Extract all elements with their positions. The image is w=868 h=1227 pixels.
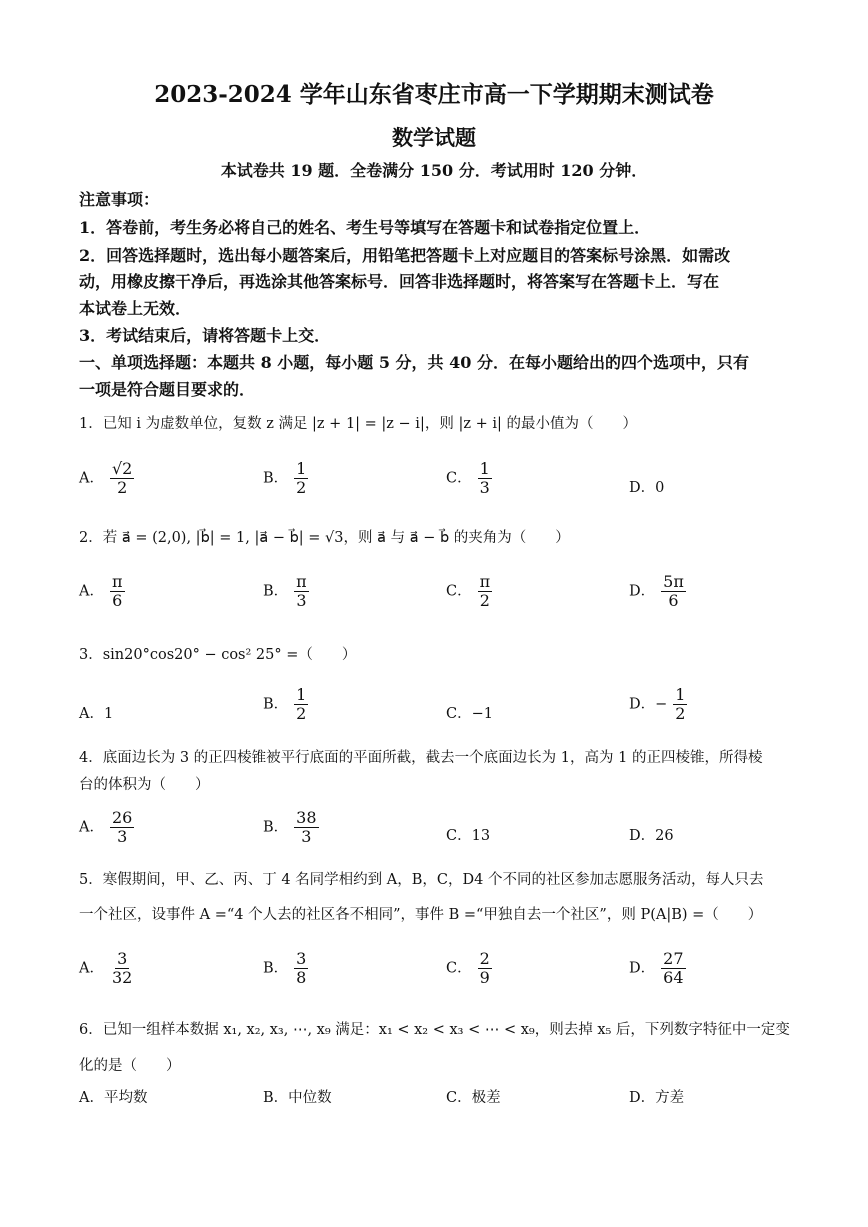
fraction-numerator: 27 (663, 949, 684, 968)
option-fraction (110, 950, 134, 987)
note-item-2-line-1: 2．回答选择题时，选出每小题答案后，用铅笔把答题卡上对应题目的答案标号涂黑．如需改 (79, 246, 731, 265)
option-fraction (294, 809, 318, 846)
exam-subtitle: 数学试题 (392, 125, 476, 150)
fraction-denominator: 2 (296, 478, 307, 497)
option-label: C． (446, 470, 472, 487)
fraction-numerator: π (479, 572, 491, 591)
option-label: A． (79, 960, 104, 977)
fraction-denominator: 6 (112, 591, 123, 610)
fraction-denominator: 64 (663, 968, 684, 987)
question-5-stem-line-2: 一个社区，设事件 A =“4 个人去的社区各不相同”，事件 B =“甲独自去一个社区”，则 P(A|B) =（ ） (79, 907, 763, 923)
question-4-stem-line-2: 台的体积为（ ） (79, 777, 210, 793)
fraction-denominator: 2 (117, 478, 128, 497)
fraction-denominator: 3 (479, 478, 490, 497)
option-fraction (661, 573, 686, 610)
fraction-numerator: 2 (479, 949, 490, 968)
option-fraction (478, 460, 492, 497)
option-label: D． (629, 960, 656, 977)
question-6-option-b: B．中位数 (263, 1090, 332, 1106)
fraction-denominator: 6 (668, 591, 679, 610)
question-6-option-c: C．极差 (446, 1090, 501, 1106)
option-label: D． (629, 583, 656, 600)
fraction-numerator: 1 (479, 459, 490, 478)
option-label: B． (263, 696, 289, 713)
option-fraction (478, 950, 492, 987)
question-5-option-c (446, 950, 492, 987)
question-6-stem-line-1: 6．已知一组样本数据 x₁, x₂, x₃, ⋯, x₉ 满足：x₁ < x₂ < x₃ < ⋯ < x₉，则去掉 x₅ 后，下列数字特征中一定变 (79, 1022, 790, 1038)
option-label: B． (263, 470, 289, 487)
fraction-numerator: 5π (663, 572, 684, 591)
question-5-stem-line-1: 5．寒假期间，甲、乙、丙、丁 4 名同学相约到 A，B，C，D4 个不同的社区参加志愿服务活动，每人只去 (79, 872, 764, 888)
fraction-denominator: 8 (296, 968, 307, 987)
question-1-option-d: D．0 (629, 480, 665, 496)
question-1-option-a (79, 460, 134, 497)
fraction-numerator: 1 (296, 685, 307, 704)
note-item-2-line-2: 动，用橡皮擦干净后，再选涂其他答案标号．回答非选择题时，将答案写在答题卡上．写在 (79, 272, 720, 291)
question-1-option-c (446, 460, 492, 497)
question-5-option-b (263, 950, 308, 987)
question-4-option-c: C．13 (446, 828, 491, 844)
fraction-denominator: 3 (117, 827, 128, 846)
question-4-option-b (263, 809, 319, 846)
fraction-denominator: 2 (479, 591, 490, 610)
option-label: C． (446, 583, 472, 600)
fraction-denominator: 2 (296, 704, 307, 723)
question-5-option-a (79, 950, 134, 987)
question-3-stem: 3．sin20°cos20° − cos² 25° =（ ） (79, 647, 357, 663)
notes-heading: 注意事项： (79, 190, 160, 209)
option-fraction (110, 573, 125, 610)
option-label: D．− (629, 696, 668, 713)
fraction-numerator: 1 (675, 685, 686, 704)
question-6-option-a: A．平均数 (79, 1090, 148, 1106)
fraction-numerator: 3 (117, 949, 128, 968)
option-label: B． (263, 819, 289, 836)
note-item-1: 1．答卷前，考生务必将自己的姓名、考生号等填写在答题卡和试卷指定位置上． (79, 218, 651, 237)
question-1-stem: 1．已知 i 为虚数单位，复数 z 满足 |z + 1| = |z − i|，则 |z + i| 的最小值为（ ） (79, 416, 637, 432)
fraction-numerator: π (111, 572, 123, 591)
fraction-denominator: 2 (675, 704, 686, 723)
question-3-option-a: A．1 (79, 706, 114, 722)
option-label: A． (79, 819, 104, 836)
question-1-option-b (263, 460, 308, 497)
fraction-numerator: √2 (111, 459, 133, 478)
fraction-denominator: 32 (111, 968, 133, 987)
question-2-option-b (263, 573, 309, 610)
option-label: A． (79, 470, 104, 487)
option-fraction (110, 460, 134, 497)
question-4-stem-line-1: 4．底面边长为 3 的正四棱锥被平行底面的平面所截，截去一个底面边长为 1，高为 1 的正四棱锥，所得棱 (79, 750, 763, 766)
fraction-numerator: 3 (296, 949, 307, 968)
section-1-heading-line-2: 一项是符合题目要求的． (79, 380, 256, 399)
question-2-option-c (446, 573, 492, 610)
option-fraction (294, 573, 309, 610)
fraction-denominator: 9 (479, 968, 490, 987)
option-label: A． (79, 583, 104, 600)
option-label: C． (446, 960, 472, 977)
question-2-option-a (79, 573, 125, 610)
option-fraction (110, 809, 134, 846)
exam-intro: 本试卷共 19 题．全卷满分 150 分．考试用时 120 分钟． (220, 161, 648, 180)
question-4-option-d: D．26 (629, 828, 674, 844)
exam-title: 2023-2024 学年山东省枣庄市高一下学期期末测试卷 (154, 81, 714, 108)
question-6-stem-line-2: 化的是（ ） (79, 1058, 181, 1074)
option-fraction (478, 573, 493, 610)
option-fraction (294, 686, 308, 723)
option-fraction (673, 686, 687, 723)
option-fraction (661, 950, 685, 987)
note-item-2-line-3: 本试卷上无效． (79, 299, 192, 318)
option-fraction (294, 460, 308, 497)
fraction-numerator: 26 (111, 808, 133, 827)
note-item-3: 3．考试结束后，请将答题卡上交． (79, 326, 331, 345)
question-3-option-b (263, 686, 308, 723)
fraction-numerator: π (296, 572, 307, 591)
fraction-numerator: 1 (296, 459, 307, 478)
option-fraction (294, 950, 308, 987)
question-2-option-d (629, 573, 686, 610)
fraction-numerator: 38 (296, 808, 317, 827)
fraction-denominator: 3 (296, 591, 307, 610)
option-label: B． (263, 960, 289, 977)
question-5-option-d (629, 950, 686, 987)
question-3-option-d (629, 686, 687, 723)
question-4-option-a (79, 809, 134, 846)
question-6-option-d: D．方差 (629, 1090, 685, 1106)
question-2-stem: 2．若 a⃗ = (2,0), |b⃗| = 1, |a⃗ − b⃗| = √3，则 a⃗ 与 a⃗ − b⃗ 的夹角为（ ） (79, 530, 570, 546)
fraction-denominator: 3 (301, 827, 312, 846)
question-3-option-c: C．−1 (446, 706, 493, 722)
option-label: B． (263, 583, 289, 600)
section-1-heading-line-1: 一、单项选择题：本题共 8 小题，每小题 5 分，共 40 分．在每小题给出的四个选项中，只有 (79, 353, 749, 372)
